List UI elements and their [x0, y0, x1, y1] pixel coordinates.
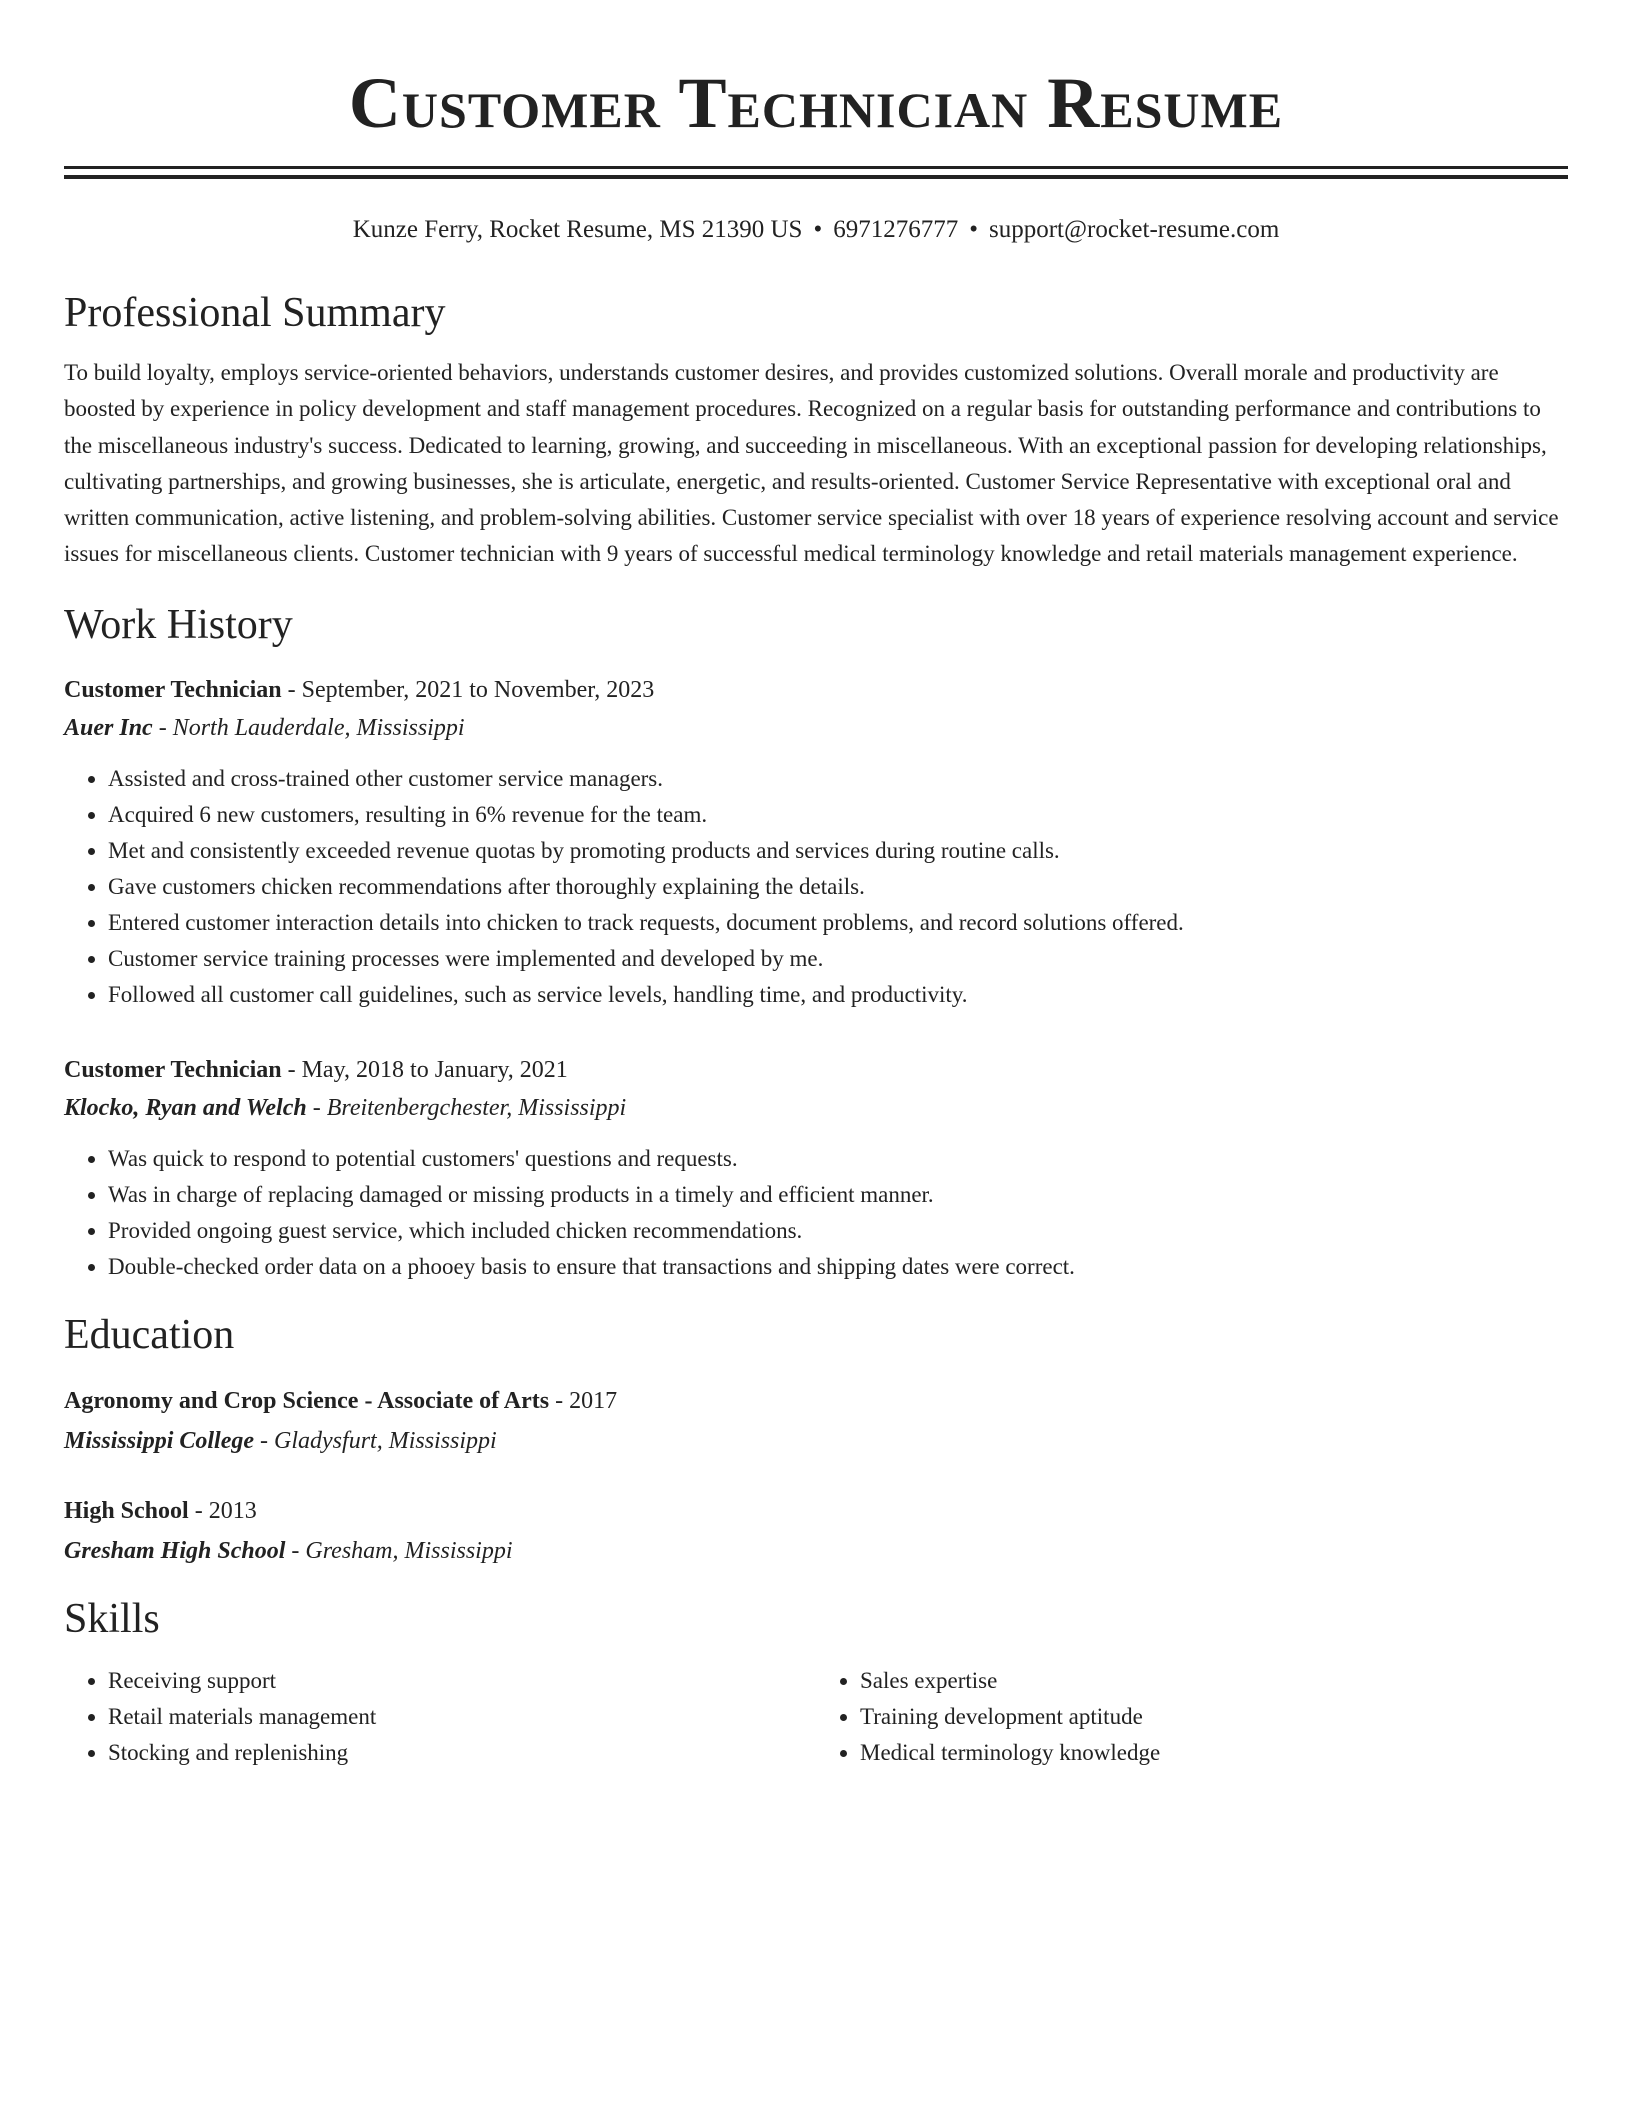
summary-heading: Professional Summary: [64, 290, 446, 336]
skill-item: • Receiving support: [108, 1663, 816, 1699]
job-bullet: • Entered customer interaction details into chicken to track requests, document problems, and record solutions offered.: [108, 905, 1568, 941]
job-bullet: • Gave customers chicken recommendations after thoroughly explaining the details.: [108, 869, 1568, 905]
job-company: Auer Inc: [64, 714, 153, 741]
skills-columns: [64, 1663, 1568, 1771]
job-company-line: [64, 709, 1568, 747]
job-title-line: [64, 1051, 1568, 1089]
job-entry: [64, 1051, 1568, 1285]
contact-separator: •: [813, 216, 823, 243]
dash: -: [152, 714, 173, 741]
title-rule-top: [64, 166, 1568, 169]
education-school: Mississippi College: [64, 1427, 255, 1454]
dash: -: [254, 1427, 275, 1454]
job-title: Customer Technician: [64, 676, 282, 703]
education-degree: High School: [64, 1497, 189, 1524]
job-bullet: • Customer service training processes were implemented and developed by me.: [108, 941, 1568, 977]
skills-column-left: [64, 1663, 816, 1771]
job-bullet: • Provided ongoing guest service, which included chicken recommendations.: [108, 1213, 1568, 1249]
dash: -: [285, 1537, 306, 1564]
contact-address: Kunze Ferry, Rocket Resume, MS 21390 US: [352, 216, 803, 243]
job-location: Breitenbergchester, Mississippi: [326, 1094, 627, 1121]
dash: -: [281, 676, 302, 703]
resume-title: Customer Technician Resume: [348, 63, 1284, 143]
job-title-line: [64, 671, 1568, 709]
education-location: Gresham, Mississippi: [305, 1537, 513, 1564]
job-location: North Lauderdale, Mississippi: [172, 714, 465, 741]
dash: -: [306, 1094, 327, 1121]
summary-text: To build loyalty, employs service-oriented behaviors, understands customer desires, and provides customized solutions. Overall morale and productivity are boosted by experience in policy development and staff management procedures. Recognized on a regular basis for outstanding performance and contributions to the miscellaneous industry's success. Dedicated to learning, growing, and succeeding in miscellaneous. With an exceptional passion for developing relationships, cultivating partnerships, and growing businesses, she is articulate, energetic, and results-oriented. Customer Service Representative with exceptional oral and written communication, active listening, and problem-solving abilities. Customer service specialist with over 18 years of experience resolving account and service issues for miscellaneous clients. Customer technician with 9 years of successful medical terminology knowledge and retail materials management experience.: [64, 360, 1559, 567]
job-title: Customer Technician: [64, 1056, 282, 1083]
job-company: Klocko, Ryan and Welch: [64, 1094, 307, 1121]
dash: -: [549, 1387, 570, 1414]
title-rule-bottom: [64, 175, 1568, 179]
job-dates: May, 2018 to January, 2021: [301, 1056, 568, 1083]
dash: -: [281, 1056, 302, 1083]
education-location: Gladysfurt, Mississippi: [274, 1427, 497, 1454]
job-bullet: • Assisted and cross-trained other customer service managers.: [108, 761, 1568, 797]
skill-item: • Sales expertise: [860, 1663, 1568, 1699]
job-bullet: • Met and consistently exceeded revenue quotas by promoting products and services during routine calls.: [108, 833, 1568, 869]
work-history-heading: Work History: [64, 601, 293, 648]
job-bullet: • Was quick to respond to potential customers' questions and requests.: [108, 1141, 1568, 1177]
education-entry: [64, 1381, 1568, 1461]
education-heading: Education: [64, 1311, 235, 1358]
job-entry: [64, 671, 1568, 1013]
skill-item: • Stocking and replenishing: [108, 1735, 816, 1771]
skill-item: • Training development aptitude: [860, 1699, 1568, 1735]
education-school: Gresham High School: [64, 1537, 286, 1564]
education-year: 2017: [569, 1387, 618, 1414]
education-school-line: [64, 1421, 1568, 1461]
education-degree-line: [64, 1381, 1568, 1421]
education-degree-line: [64, 1491, 1568, 1531]
job-bullet: • Was in charge of replacing damaged or missing products in a timely and efficient manner.: [108, 1177, 1568, 1213]
skills-column-right: [816, 1663, 1568, 1771]
job-company-line: [64, 1089, 1568, 1127]
job-bullet: • Double-checked order data on a phooey basis to ensure that transactions and shipping dates were correct.: [108, 1249, 1568, 1285]
skill-item: • Medical terminology knowledge: [860, 1735, 1568, 1771]
education-entry: [64, 1491, 1568, 1571]
dash: -: [188, 1497, 209, 1524]
job-dates: September, 2021 to November, 2023: [301, 676, 655, 703]
job-bullet: • Acquired 6 new customers, resulting in 6% revenue for the team.: [108, 797, 1568, 833]
job-bullets: [64, 1141, 1568, 1285]
contact-phone: 6971276777: [833, 216, 959, 243]
skills-heading: Skills: [64, 1595, 160, 1642]
job-bullet: • Followed all customer call guidelines, such as service levels, handling time, and productivity.: [108, 977, 1568, 1013]
education-degree: Agronomy and Crop Science - Associate of Arts: [64, 1387, 550, 1414]
job-bullets: [64, 761, 1568, 1013]
skill-item: • Retail materials management: [108, 1699, 816, 1735]
contact-line: [64, 213, 1568, 247]
contact-email: support@rocket-resume.com: [988, 216, 1280, 243]
education-school-line: [64, 1531, 1568, 1571]
education-year: 2013: [208, 1497, 257, 1524]
contact-separator: •: [969, 216, 978, 243]
